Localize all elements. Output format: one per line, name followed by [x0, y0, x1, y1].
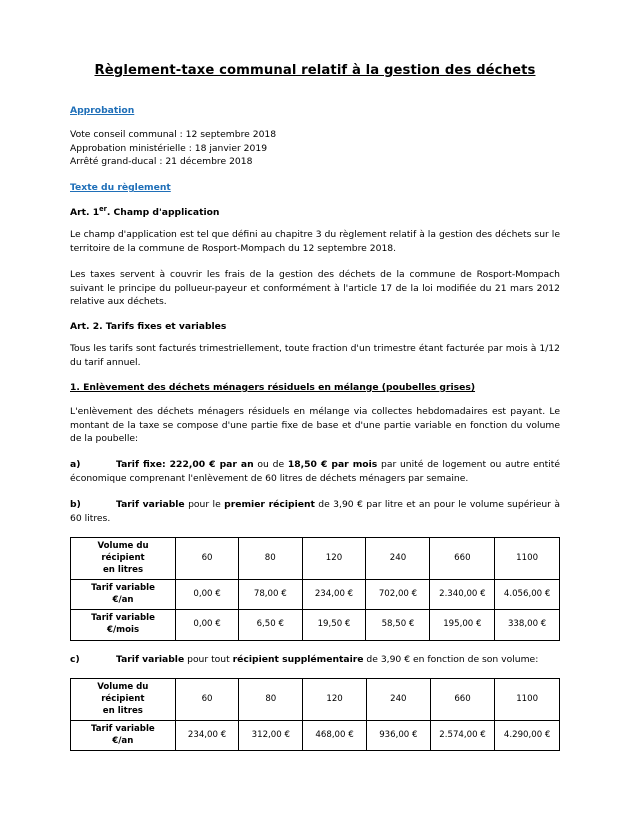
- item-b-bold-2: premier récipient: [224, 498, 315, 510]
- table-b-header-year-l1: Tarif variable: [91, 583, 155, 594]
- table-b-volume-5: 660: [430, 538, 495, 580]
- approbation-line-1: Vote conseil communal : 12 septembre 2018: [70, 129, 277, 141]
- table-c-header-year-l1: Tarif variable: [90, 724, 155, 735]
- art1-heading-prefix: Art. 1: [70, 207, 100, 219]
- table-c-wrap: [70, 678, 560, 763]
- table-c-volume-4: 240: [366, 679, 430, 721]
- item-b-mid: pour le: [184, 498, 225, 510]
- table-row: [71, 538, 560, 580]
- item-b: [70, 498, 560, 526]
- item-a: [70, 458, 560, 486]
- art2-heading: Art. 2. Tarifs fixes et variables: [70, 321, 227, 333]
- art1-para-2: Les taxes servent à couvrir les frais de la gestion des déchets de la commune de Rosport-Mompach suivant le principe du pollueur-payeur et conformément à l'article 17 de la loi modifiée du 21 mars 2012 relative aux déchets.: [70, 268, 560, 308]
- table-b-header-month-l1: Tarif variable: [91, 613, 155, 624]
- item-c-bold-2: récipient supplémentaire: [232, 653, 364, 665]
- table-b-header-volume-l2: récipient: [101, 553, 145, 563]
- item-b-bold-1: Tarif variable: [116, 498, 185, 510]
- table-b-year-2: 78,00 €: [239, 580, 302, 610]
- table-b-header-year-l2: €/an: [112, 594, 134, 605]
- table-b-header-volume-l3: en litres: [102, 564, 144, 575]
- table-b-year-1: 0,00 €: [176, 580, 239, 610]
- table-b-header-month: [71, 610, 176, 640]
- table-b-month-5: 195,00 €: [430, 610, 495, 640]
- table-b-month-2: 6,50 €: [239, 610, 302, 640]
- table-b-wrap: [70, 537, 560, 652]
- table-c-header-year-l2: €/an: [112, 735, 134, 746]
- table-c-year-1: 234,00 €: [175, 721, 239, 751]
- table-b-month-1: 0,00 €: [176, 610, 239, 640]
- table-b-month-3: 19,50 €: [302, 610, 366, 640]
- table-row: [71, 721, 560, 751]
- item-c-mid: pour tout: [184, 653, 233, 665]
- table-c-header-year: [71, 721, 176, 751]
- item-b-rest: de 3,90 € par litre et an pour le volume supérieur à 60 litres.: [70, 498, 560, 524]
- page-title: Règlement-taxe communal relatif à la gestion des déchets: [94, 63, 536, 78]
- table-c-volume-3: 120: [303, 679, 367, 721]
- table-b-year-6: 4.056,00 €: [495, 580, 560, 610]
- table-c-volume-2: 80: [239, 679, 303, 721]
- item-c-bold-1: Tarif variable: [116, 653, 185, 665]
- table-b-year-4: 702,00 €: [366, 580, 430, 610]
- table-c-year-4: 936,00 €: [366, 721, 430, 751]
- tariff-table-additional-container: [70, 678, 560, 751]
- table-row: [71, 580, 560, 610]
- table-b-volume-6: 1100: [495, 538, 560, 580]
- table-b-volume-3: 120: [302, 538, 366, 580]
- table-b-header-volume-l1: Volume du: [97, 541, 149, 552]
- item-a-bold-2: 18,50 € par mois: [287, 459, 378, 471]
- section1-para-1: L'enlèvement des déchets ménagers résiduels en mélange via collectes hebdomadaires est payant. Le montant de la taxe se compose d'une partie fixe de base et d'une partie variable en fonction du volume de la poubelle:: [70, 405, 560, 445]
- table-b-volume-2: 80: [239, 538, 302, 580]
- approbation-heading[interactable]: Approbation: [70, 105, 135, 117]
- table-c-year-3: 468,00 €: [303, 721, 367, 751]
- approbation-line-2: Approbation ministérielle : 18 janvier 2019: [70, 142, 268, 154]
- table-c-header-volume-l2: récipient: [101, 693, 145, 704]
- table-b-year-3: 234,00 €: [302, 580, 366, 610]
- table-c-year-2: 312,00 €: [239, 721, 303, 751]
- table-c-header-volume-l3: en litres: [102, 705, 143, 716]
- art1-para-1: Le champ d'application est tel que défini au chapitre 3 du règlement relatif à la gestion des déchets sur le territoire de la commune de Rosport-Mompach du 12 septembre 2018.: [70, 229, 560, 255]
- approbation-lines: [70, 128, 560, 168]
- art1-heading-sup: er: [99, 205, 107, 214]
- art2-para-1: Tous les tarifs sont facturés trimestriellement, toute fraction d'un trimestre étant facturée par mois à 1/12 du tarif annuel.: [70, 343, 560, 369]
- table-c-year-6: 4.290,00 €: [495, 721, 560, 751]
- approbation-line-3: Arrêté grand-ducal : 21 décembre 2018: [70, 155, 253, 167]
- item-a-bold-1: Tarif fixe: 222,00 € par an: [116, 459, 254, 471]
- table-row: [71, 679, 560, 721]
- art1-heading: [70, 205, 560, 218]
- item-a-rest: par unité de logement ou autre entité économique comprenant l'enlèvement de 60 litres de déchets ménagers par semaine.: [70, 459, 560, 485]
- item-b-label: b): [70, 498, 81, 510]
- table-b-year-5: 2.340,00 €: [430, 580, 495, 610]
- item-c: [70, 653, 560, 667]
- tariff-table-first-container: [70, 537, 560, 640]
- texte-reglement-heading[interactable]: Texte du règlement: [70, 182, 171, 194]
- table-b-volume-1: 60: [176, 538, 239, 580]
- item-a-mid: ou de: [253, 459, 288, 471]
- table-c-volume-6: 1100: [495, 679, 560, 721]
- table-b-volume-4: 240: [366, 538, 430, 580]
- section1-heading: 1. Enlèvement des déchets ménagers résiduels en mélange (poubelles grises): [70, 381, 476, 393]
- table-b-month-6: 338,00 €: [495, 610, 560, 640]
- table-b-header-year: [71, 580, 176, 610]
- table-c-header-volume: [71, 679, 176, 721]
- table-b-header-month-l2: €/mois: [107, 624, 140, 635]
- item-c-rest: de 3,90 € en fonction de son volume:: [363, 653, 539, 665]
- item-a-label: a): [70, 459, 81, 471]
- art1-heading-suffix: . Champ d'application: [106, 207, 220, 219]
- table-c-header-volume-l1: Volume du: [97, 682, 149, 693]
- item-c-label: c): [70, 653, 80, 665]
- table-b-header-volume: [71, 538, 176, 580]
- table-c-volume-1: 60: [175, 679, 239, 721]
- table-b-month-4: 58,50 €: [366, 610, 430, 640]
- table-row: [71, 610, 560, 640]
- table-c-volume-5: 660: [430, 679, 495, 721]
- document-content: [70, 62, 560, 763]
- table-c-year-5: 2.574,00 €: [430, 721, 495, 751]
